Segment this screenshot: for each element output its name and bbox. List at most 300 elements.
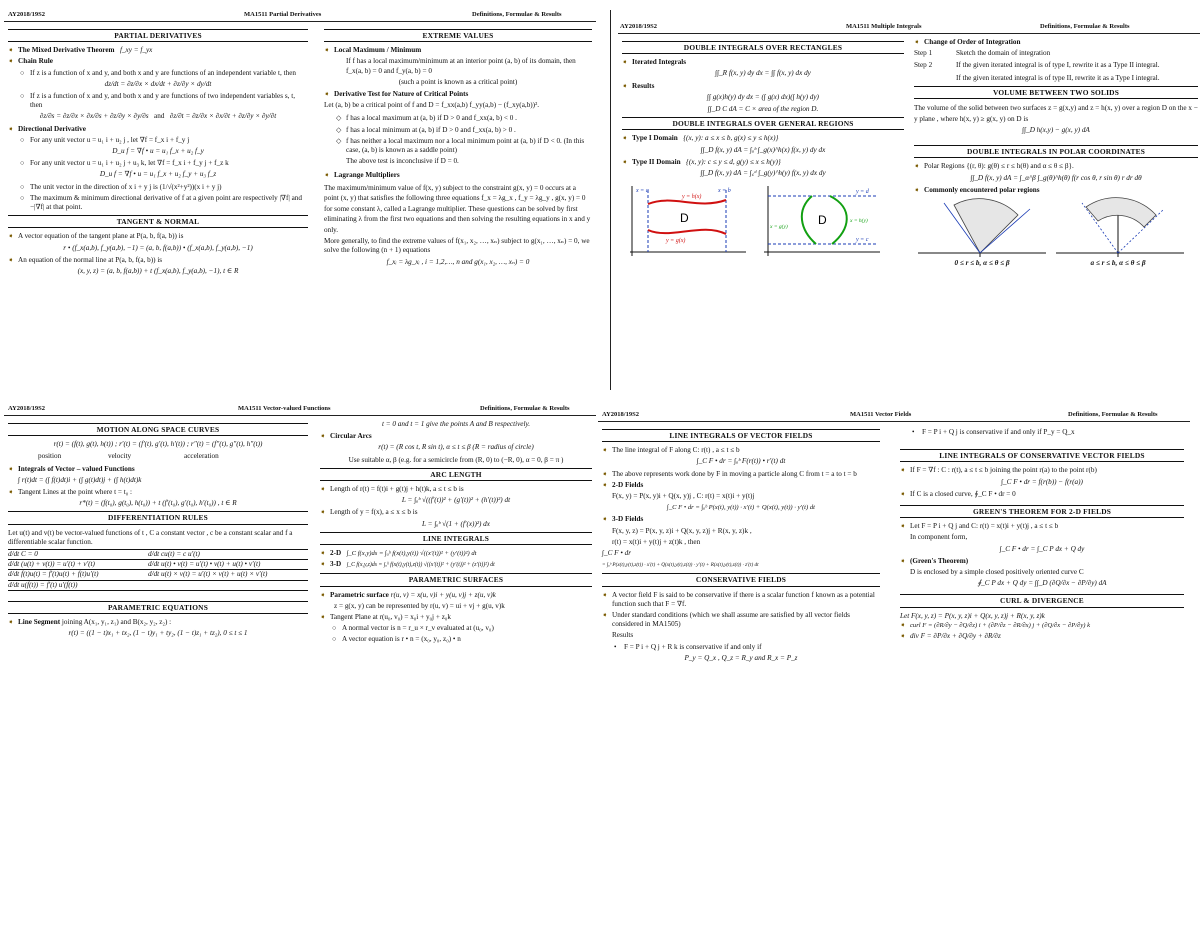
polar-sector-graph (914, 197, 1050, 259)
header-topic: MA1511 Vector Fields (850, 411, 912, 418)
item-heading: Commonly encountered polar regions (924, 185, 1040, 194)
bullet-icon: ➧ (602, 611, 608, 620)
bullet-icon: ➧ (900, 632, 906, 641)
directional-3d (8, 159, 308, 168)
work-done-item (602, 470, 880, 479)
item-text: F = P i + Q j is conservative if and only if P_y = Q_x (922, 428, 1075, 436)
bullet-icon: ➧ (320, 613, 326, 622)
chain-rule-case-1 (8, 69, 308, 78)
conservative-2d-result (900, 428, 1184, 437)
formula: ∫_C F • dr = f(r(b)) − f(r(a)) (1001, 477, 1083, 486)
arc-length-graph-item (320, 508, 592, 517)
item-text: For any unit vector u = u₁ i + u₂ j + u₃ k, let ∇f = f_x i + f_y j + f_z k (30, 159, 229, 168)
test-case-min (324, 126, 592, 135)
integrals-item (8, 465, 308, 474)
page-divider (610, 10, 611, 390)
page-header (618, 22, 1200, 34)
green-setup-item (900, 522, 1184, 531)
parametric-surface-item (320, 591, 592, 600)
circle-bullet-icon: ○ (20, 135, 25, 144)
bullet-icon: ➧ (602, 446, 608, 455)
item-text: F(x, y) = P(x, y)i + Q(x, y)j , C: r(t) = x(t)i + y(t)j (612, 492, 755, 501)
circle-bullet-icon: ○ (20, 159, 25, 168)
formula: ∫∫_D f(x, y) dA = ∫꜀ᵈ ∫_g(y)^h(y) f(x, y) dx dy (700, 169, 826, 178)
section-title: GREEN'S THEOREM FOR 2-D FIELDS (900, 505, 1184, 518)
closed-curve-item (900, 490, 1184, 499)
formula: ∫∫_D f(x, y) dA = ∫_α^β ∫_g(θ)^h(θ) f(r cos θ, r sin θ) r dr dθ (970, 173, 1142, 182)
item-heading: Type II Domain (632, 157, 681, 166)
formula: ∫_C f(x,y,z)ds = ∫ₐᵇ f(x(t),y(t),z(t)) √((x′(t))² + (y′(t))² + (z′(t))²) dt (346, 562, 495, 569)
note-text: t = 0 and t = 1 give the points A and B respectively. (381, 420, 531, 428)
column-right (914, 38, 1198, 268)
item-text: f has a local maximum at (a, b) if D > 0 and f_xx(a, b) < 0 . (346, 114, 517, 123)
bullet-icon: ➧ (602, 480, 608, 489)
green-theorem-item (900, 557, 1184, 566)
item-text: joining A(x₁, y₁, z₁) and B(x₂, y₂, z₂) : (61, 618, 172, 627)
tangent-plane-item (320, 613, 592, 622)
polar-captions (914, 259, 1198, 268)
item-text: If C is a closed curve, ∮_C F • dr = 0 (910, 489, 1016, 498)
section-title: MOTION ALONG SPACE CURVES (8, 423, 308, 436)
formula: L = ∫ₐᵇ √((f′(t))² + (g′(t))² + (h′(t))²) dt (401, 496, 511, 505)
caption-annulus: a ≤ r ≤ b, α ≤ θ ≤ β (1090, 259, 1146, 268)
section-title: PARTIAL DERIVATIVES (8, 29, 308, 42)
rules-row (8, 570, 308, 580)
type1-domain-item (622, 134, 904, 143)
section-title: DIFFERENTIATION RULES (8, 511, 308, 524)
bullet-icon: ➧ (8, 46, 14, 55)
bullet-icon: ➧ (320, 432, 326, 441)
section-title: ARC LENGTH (320, 468, 592, 481)
bullet-icon: ➧ (900, 489, 906, 498)
header-course-year: AY2018/19S2 (620, 23, 657, 30)
formula: P_y = Q_x , Q_z = R_y and R_x = P_z (684, 653, 798, 662)
item-heading: The Mixed Derivative Theorem (18, 46, 115, 55)
formula: ∫∫_D h(x,y) − g(x, y) dA (1022, 126, 1090, 135)
line-integral-item (602, 446, 880, 455)
item-text: If F = ∇f : C : r(t), a ≤ t ≤ b joining the point r(a) to the point r(b) (910, 466, 1097, 475)
rules-row (8, 550, 308, 560)
item-heading: (Green's Theorem) (910, 556, 969, 565)
item-heading: Results (632, 81, 655, 90)
label-y-equals-c: y = c (855, 237, 869, 244)
header-topic: MA1511 Partial Derivatives (244, 11, 322, 18)
change-of-order-item (914, 38, 1198, 47)
normal-vector-note (320, 624, 592, 633)
item-text: f has a local minimum at (a, b) if D > 0 and f_xx(a, b) > 0 . (346, 125, 516, 134)
formula: D_u f = ∇f • u = u₁ f_x + u₂ f_y (112, 147, 204, 156)
item-text: D is enclosed by a simple closed positively oriented curve C (910, 568, 1084, 577)
item-text: Let F = P i + Q j and C: r(t) = x(t)i + y(t)j , a ≤ t ≤ b (910, 522, 1059, 531)
bullet-icon: ➧ (8, 232, 14, 241)
rule-cell: d/dt u(f(t)) = f′(t) u′(f(t)) (8, 580, 78, 589)
standard-conditions-item (602, 611, 880, 629)
section-title: VOLUME BETWEEN TWO SOLIDS (914, 86, 1198, 99)
lower-curve (648, 230, 726, 234)
tangent-lines-item (8, 488, 308, 497)
formula: curl F = (∂R/∂y − ∂Q/∂z) i + (∂P/∂z − ∂R/∂x) j + (∂Q/∂x − ∂P/∂y) k (910, 621, 1091, 629)
formula: r(u, v) = x(u, v)i + y(u, v)j + z(u, v)k (390, 590, 496, 599)
step-text: If the given iterated integral is of type I, rewrite it as a Type II integral. (956, 61, 1160, 70)
item-heading: Parametric surface (330, 590, 389, 599)
header-course-year: AY2018/19S2 (602, 411, 639, 418)
bullet-icon: ➧ (602, 469, 608, 478)
item-heading: Local Maximum / Minimum (334, 46, 422, 55)
bullet-icon: ➧ (622, 157, 628, 166)
item-text: A normal vector is n = r_u × r_v evaluated at (u₀, v₀) (342, 624, 494, 633)
test-case-saddle (324, 137, 592, 155)
arc-length-curve-item (320, 485, 592, 494)
item-heading: 3-D Fields (612, 515, 644, 524)
section-title: PARAMETRIC SURFACES (320, 573, 592, 586)
step-2-alt (914, 74, 1198, 83)
column-right (324, 26, 592, 270)
item-heading: Line Segment (18, 618, 61, 627)
bullet-icon: ➧ (900, 556, 906, 565)
item-heading: Change of Order of Integration (924, 38, 1021, 46)
caption-sector: 0 ≤ r ≤ b, α ≤ θ ≤ β (954, 259, 1010, 268)
label-lower-curve: y = g(x) (666, 238, 686, 245)
item-text: A vector equation is r • n = (x₀, y₀, z₀) • n (342, 635, 461, 644)
item-text: A vector field F is said to be conservative if there is a scalar function f known as a potential function such that F = ∇f. (612, 590, 875, 608)
circle-bullet-icon: ○ (20, 182, 25, 191)
bullet-icon: ➧ (622, 81, 628, 90)
formula: = ∫ₐᵇ P(x(t),y(t),z(t)) · x′(t) + Q(x(t),y(t),z(t)) · y′(t) + R(x(t),y(t),z(t)) · z′(t) dt (602, 562, 759, 569)
item-text: A vector equation of the tangent plane at P(a, b, f(a, b)) is (18, 232, 184, 241)
item-text: F = P i + Q j + R k is conservative if and only if (624, 642, 762, 651)
polar-examples-item (914, 186, 1198, 195)
formula: f_xᵢ = λg_xᵢ , i = 1,2,…, n and g(x₁, x₂, …, xₙ) = 0 (386, 257, 530, 266)
header-course-year: AY2018/19S2 (8, 405, 45, 412)
page-vector-fields (598, 410, 1190, 810)
conservative-def-item (602, 591, 880, 609)
column-left (622, 38, 904, 260)
item-text: Let u(t) and v(t) be vector-valued functions of t , C a constant vector , c be a constant scalar and f a differentiable scalar function. (8, 528, 293, 546)
chain-rule-case-2 (8, 92, 308, 110)
connector-text: and (154, 112, 165, 121)
step-1 (914, 49, 1198, 58)
header-subtitle: Definitions, Formulae & Results (1040, 23, 1130, 30)
column-left (8, 26, 308, 279)
item-text: The line integral of F along C: r(t) , a ≤ t ≤ b (612, 446, 740, 455)
item-heading: Derivative Test for Nature of Critical Points (334, 90, 469, 99)
bullet-dot-icon: • (912, 428, 915, 436)
column-left (8, 420, 308, 641)
mixed-derivative-item (8, 46, 308, 55)
item-heading: Directional Derivative (18, 124, 86, 133)
item-text: In component form, (910, 533, 968, 542)
item-text: If f has a local maximum/minimum at an interior point (a, b) of its domain, then f_x(a, b) = 0 and f_y(a, b) = 0 (346, 57, 576, 75)
bullet-icon: ➧ (8, 488, 14, 497)
directional-derivative-item (8, 125, 308, 134)
formula: ∫∫ g(x)h(y) dy dx = (∫ g(x) dx)(∫ h(y) dy) (707, 92, 819, 101)
bullet-icon: ➧ (324, 46, 330, 55)
bullet-icon: ➧ (622, 58, 628, 67)
item-text: More generally, to find the extreme values of f(x₁, x₂, …, xₙ) subject to g(x₁, …, xₙ) = 0, we solve the following (n + 1) equations (324, 237, 590, 255)
bullet-icon: ➧ (900, 620, 906, 629)
normal-line-item (8, 256, 308, 265)
page-header (4, 10, 596, 22)
bullet-icon: ➧ (900, 522, 906, 531)
formula: r(t) = (f(t), g(t), h(t)) ; r′(t) = (f′(t), g′(t), h′(t)) ; r″(t) = (f″(t), g″(t), h″(t)) (53, 440, 263, 449)
item-text: Length of r(t) = f(t)i + g(t)j + h(t)k, a ≤ t ≤ b is (330, 485, 464, 494)
bullet-icon: ➧ (900, 466, 906, 475)
note-text: Use suitable α, β (e.g. for a semicircle from (R, 0) to (−R, 0), α = 0, β = π ) (348, 455, 564, 464)
bullet-icon: ➧ (324, 171, 330, 180)
caption-velocity: velocity (108, 452, 132, 461)
upper-curve (648, 200, 726, 204)
section-title: LINE INTEGRALS OF CONSERVATIVE VECTOR FIELDS (900, 449, 1184, 462)
section-title: EXTREME VALUES (324, 29, 592, 42)
item-text: r(t) = x(t)i + y(t)j + z(t)k , then (612, 537, 701, 546)
circle-bullet-icon: ○ (332, 624, 337, 633)
caption-acceleration: acceleration (184, 452, 219, 461)
type2-domain-item (622, 158, 904, 167)
conservative-3d-result (602, 643, 880, 652)
item-text: Let F(x, y, z) = P(x, y, z)i + Q(x, y, z)j + R(x, y, z)k (900, 611, 1045, 620)
formula: D_u f = ∇f • u = u₁ f_x + u₂ f_y + u₃ f_z (99, 170, 217, 179)
rules-row (8, 581, 308, 591)
bullet-icon: ➧ (914, 38, 920, 46)
section-title: DOUBLE INTEGRALS OVER RECTANGLES (622, 41, 904, 54)
item-text: The maximum & minimum directional derivative of f at a given point are respectively |∇f| and −|∇f| at that point. (30, 193, 302, 212)
page-header (4, 404, 596, 416)
diamond-bullet-icon: ◇ (336, 114, 342, 123)
formula: ∫∫_D f(x, y) dA = ∫ₐᵇ ∫_g(x)^h(x) f(x, y) dy dx (700, 145, 826, 154)
domain-definition: {(x, y): a ≤ x ≤ b, g(x) ≤ y ≤ h(x)} (683, 134, 779, 143)
domain-definition: {(x, y): c ≤ y ≤ d, g(y) ≤ x ≤ h(y)} (685, 157, 781, 166)
formula: div F = ∂P/∂x + ∂Q/∂y + ∂R/∂z (910, 632, 1001, 641)
circular-arcs-item (320, 432, 592, 441)
item-text: The maximum/minimum value of f(x, y) subject to the constraint g(x, y) = 0 occurs at a point (x, y) that satisfies the following three equations f_x = λg_x , f_y = λg_y , g(x, y) = 0 for some constant λ, called a Lagrange multiplier. These questions can be solved by first eliminating λ from the first two equations and then solving the resulting equations in x and y only. (324, 183, 591, 234)
formula: r(t) = (R cos t, R sin t), α ≤ t ≤ β (R = radius of circle) (378, 443, 534, 452)
vector-equation-note (320, 635, 592, 644)
item-text: An equation of the normal line at P(a, b, f(a, b)) is (18, 255, 163, 264)
rules-row (8, 560, 308, 570)
item-text: Length of y = f(x), a ≤ x ≤ b is (330, 508, 418, 517)
step-label: Step 1 (914, 49, 933, 58)
circle-bullet-icon: ○ (332, 635, 337, 644)
formula: ∫ r(t)dt = (∫ f(t)dt)i + (∫ g(t)dt)j + (∫ h(t)dt)k (18, 475, 142, 484)
item-heading: 2-D (330, 549, 342, 558)
item-heading: Results (612, 631, 634, 640)
step-text: If the given iterated integral is of type II, rewrite it as a Type I integral. (956, 73, 1160, 82)
formula: ∂z/∂t = ∂z/∂x × ∂x/∂t + ∂z/∂y × ∂y/∂t (169, 112, 277, 121)
caption-position: position (38, 452, 62, 461)
tangent-plane-item (8, 232, 308, 241)
section-title: CONSERVATIVE FIELDS (602, 573, 880, 586)
results-item (622, 82, 904, 91)
region-label: D (817, 213, 827, 228)
polar-annulus-graph (1052, 197, 1188, 259)
label-x-equals-b: x = b (718, 188, 731, 195)
3d-fields-item (602, 515, 880, 524)
page-partial-derivatives (4, 10, 596, 410)
iterated-integrals-item (622, 58, 904, 67)
item-heading: Chain Rule (18, 57, 53, 66)
section-title: LINE INTEGRALS (320, 532, 592, 545)
bullet-icon: ➧ (602, 515, 608, 524)
bullet-icon: ➧ (8, 618, 14, 627)
item-text: f has neither a local maximum nor a local minimum point at (a, b) if D < 0. (In this case, (a, b) is known as a saddle point) (346, 136, 585, 155)
bullet-icon: ➧ (324, 90, 330, 99)
circle-bullet-icon: ○ (20, 92, 25, 101)
right-curve (830, 196, 847, 244)
item-text: Polar Regions {(r, θ): g(θ) ≤ r ≤ h(θ) and α ≤ θ ≤ β}. (924, 162, 1074, 171)
bullet-dot-icon: • (614, 642, 617, 651)
item-text: If z is a function of x and y, and both x and y are functions of an independent variable t, then (30, 68, 296, 77)
item-text: The above test is inconclusive if D = 0. (346, 157, 459, 166)
item-text: Under standard conditions (which we shall assume are satisfied by all vector fields considered in MA1505) (612, 611, 850, 629)
rule-cell: d/dt cu(t) = c u′(t) (148, 550, 200, 559)
circle-bullet-icon: ○ (20, 68, 25, 77)
column-right (900, 426, 1184, 643)
local-max-min-item (324, 46, 592, 55)
bullet-icon: ➧ (8, 124, 14, 133)
header-topic: MA1511 Multiple Integrals (846, 23, 922, 30)
formula: ∫_C F • dr = ∫_C P dx + Q dy (999, 544, 1085, 553)
2d-fields-item (602, 481, 880, 490)
page-header (598, 410, 1190, 422)
item-text: Tangent Lines at the point where t = t₀ : (18, 488, 133, 497)
formula: ∫_C F • dr = ∫ₐᵇ P(x(t), y(t)) · x′(t) + Q(x(t), y(t)) · y′(t) dt (667, 504, 815, 512)
header-topic: MA1511 Vector-valued Functions (238, 405, 331, 412)
bullet-icon: ➧ (622, 134, 628, 143)
formula: r • (f_x(a,b), f_y(a,b), −1) = (a, b, f(a,b)) • (f_x(a,b), f_y(a,b), −1) (63, 243, 253, 252)
directional-2d (8, 136, 308, 145)
bullet-icon: ➧ (914, 162, 920, 171)
bullet-icon: ➧ (320, 508, 326, 517)
formula: r(t) = ((1 − t)x₁ + tx₂, (1 − t)y₁ + ty₂, (1 − t)z₁ + tz₂), 0 ≤ t ≤ 1 (68, 629, 248, 638)
vector-captions (8, 452, 308, 461)
sector-region (954, 199, 1018, 253)
type1-domain-graph (622, 182, 754, 260)
item-text: For any unit vector u = u₁ i + u₂ j , let ∇f = f_x i + f_y j (30, 135, 190, 144)
bullet-icon: ➧ (8, 464, 14, 473)
bullet-icon: ➧ (320, 485, 326, 494)
chain-rule-item (8, 57, 308, 66)
gradient-field-item (900, 466, 1184, 475)
region-label: D (680, 211, 689, 226)
formula: L = ∫ₐᵇ √(1 + (f′(x))²) dx (422, 519, 490, 528)
section-title: PARAMETRIC EQUATIONS (8, 601, 308, 614)
section-title: TANGENT & NORMAL (8, 215, 308, 228)
item-text: z = g(x, y) can be represented by r(u, v) = ui + vj + g(u, v)k (334, 601, 505, 610)
line-integral-2d (320, 549, 592, 558)
formula-pair (8, 112, 308, 121)
header-subtitle: Definitions, Formulae & Results (480, 405, 570, 412)
max-min-note (8, 194, 308, 212)
rule-cell: d/dt u(t) • v(t) = u′(t) • v(t) + u(t) • v′(t) (148, 560, 261, 569)
item-text: The above represents work done by F in moving a particle along C from t = a to t = b (612, 469, 857, 478)
item-text: Tangent Plane at r(u₀, v₀) = x₀i + y₀j + z₀k (330, 613, 451, 622)
formula: dz/dt = ∂z/∂x × dx/dt + ∂z/∂y × dy/dt (104, 79, 212, 88)
column-right (320, 420, 592, 647)
bullet-icon: ➧ (320, 560, 326, 569)
formula: ∫∫_R f(x, y) dy dx = ∫∫ f(x, y) dx dy (715, 69, 811, 78)
section-title: DOUBLE INTEGRALS OVER GENERAL REGIONS (622, 117, 904, 130)
label-upper-curve: y = h(x) (682, 194, 702, 201)
formula: ∫_C F • dr (602, 549, 632, 558)
bullet-icon: ➧ (8, 255, 14, 264)
formula: ∮_C P dx + Q dy = ∫∫_D (∂Q/∂x − ∂P/∂y) dA (977, 579, 1107, 588)
item-heading: 2-D Fields (612, 480, 644, 489)
label-left-curve: x = g(y) (769, 224, 788, 231)
rule-cell: d/dt f(t)u(t) = f′(t)u(t) + f(t)u′(t) (8, 570, 99, 579)
divergence-item (900, 632, 1184, 641)
polar-graphs (914, 197, 1198, 259)
diamond-bullet-icon: ◇ (336, 136, 342, 145)
section-title: CURL & DIVERGENCE (900, 594, 1184, 607)
domain-graphs (622, 182, 904, 260)
unit-vector-note (8, 183, 308, 192)
rule-cell: d/dt (u(t) + v(t)) = u′(t) + v′(t) (8, 560, 95, 569)
label-x-equals-a: x = a (636, 188, 649, 195)
circle-bullet-icon: ○ (20, 193, 25, 202)
formula: (x, y, z) = (a, b, f(a,b)) + t (f_x(a,b), f_y(a,b), −1), t ∈ R (77, 267, 239, 276)
label-right-curve: x = h(y) (849, 218, 868, 225)
label-y-equals-d: y = d (855, 189, 869, 196)
item-heading: Circular Arcs (330, 432, 372, 441)
polar-regions-item (914, 162, 1198, 171)
note-text: (such a point is known as a critical point) (398, 77, 518, 86)
item-text: The volume of the solid between two surfaces z = g(x,y) and z = h(x, y) over a region D on the x − y plane , where h(x, y) ≥ g(x, y) on D is (914, 104, 1198, 123)
step-text: Sketch the domain of integration (956, 49, 1051, 58)
formula: ∫_C f(x,y)ds = ∫ₐᵇ f(x(t),y(t)) √((x′(t))² + (y′(t))²) dt (346, 550, 477, 558)
section-title: DOUBLE INTEGRALS IN POLAR COORDINATES (914, 145, 1198, 158)
column-left (602, 426, 880, 666)
item-text: The unit vector in the direction of x i + y j is (1/√(x²+y²))(x i + y j) (30, 182, 222, 191)
left-curve (802, 196, 816, 244)
formula: ∫_C F • dr = ∫ₐᵇ F(r(t)) • r′(t) dt (696, 457, 786, 466)
bullet-icon: ➧ (320, 590, 326, 599)
header-course-year: AY2018/19S2 (8, 11, 45, 18)
bullet-icon: ➧ (320, 549, 326, 558)
step-2 (914, 61, 1198, 70)
item-heading: 3-D (330, 560, 342, 569)
page-multiple-integrals (618, 22, 1200, 422)
lagrange-item (324, 171, 592, 180)
item-heading: Type I Domain (632, 134, 678, 143)
formula: f_xy = f_yx (119, 46, 153, 55)
item-heading: Lagrange Multipliers (334, 171, 400, 180)
diamond-bullet-icon: ◇ (336, 125, 342, 134)
page-vector-valued-functions (4, 404, 596, 804)
bullet-icon: ➧ (8, 57, 14, 66)
header-subtitle: Definitions, Formulae & Results (1068, 411, 1158, 418)
derivative-test-item (324, 90, 592, 99)
line-integral-3d (320, 560, 592, 570)
formula: ∂z/∂s = ∂z/∂x × ∂x/∂s + ∂z/∂y × ∂y/∂s (39, 112, 149, 121)
bullet-icon: ➧ (602, 590, 608, 599)
rules-table (8, 549, 308, 591)
test-case-max (324, 114, 592, 123)
section-title: LINE INTEGRALS OF VECTOR FIELDS (602, 429, 880, 442)
line-segment-item (8, 618, 308, 627)
type2-domain-graph (756, 182, 888, 260)
item-heading: Integrals of Vector – valued Functions (18, 464, 135, 473)
item-text: If z is a function of x and y, and both x and y are functions of two independent variables s, t, then (30, 92, 295, 110)
header-subtitle: Definitions, Formulae & Results (472, 11, 562, 18)
item-text: Let (a, b) be a critical point of f and D = f_xx(a,b) f_yy(a,b) − (f_xy(a,b))². (324, 101, 540, 110)
item-heading: Iterated Integrals (632, 58, 687, 67)
rule-cell: d/dt C = 0 (8, 550, 38, 559)
formula: r*(t) = (f(t₀), g(t₀), h(t₀)) + t (f′(t₀), g′(t₀), h′(t₀)) , t ∈ R (79, 499, 237, 508)
formula: ∫∫_D C dA = C × area of the region D. (707, 105, 819, 114)
bullet-icon: ➧ (914, 185, 920, 194)
item-text: F(x, y, z) = P(x, y, z)i + Q(x, y, z)j + R(x, y, z)k , (612, 526, 752, 535)
curl-item (900, 621, 1184, 630)
